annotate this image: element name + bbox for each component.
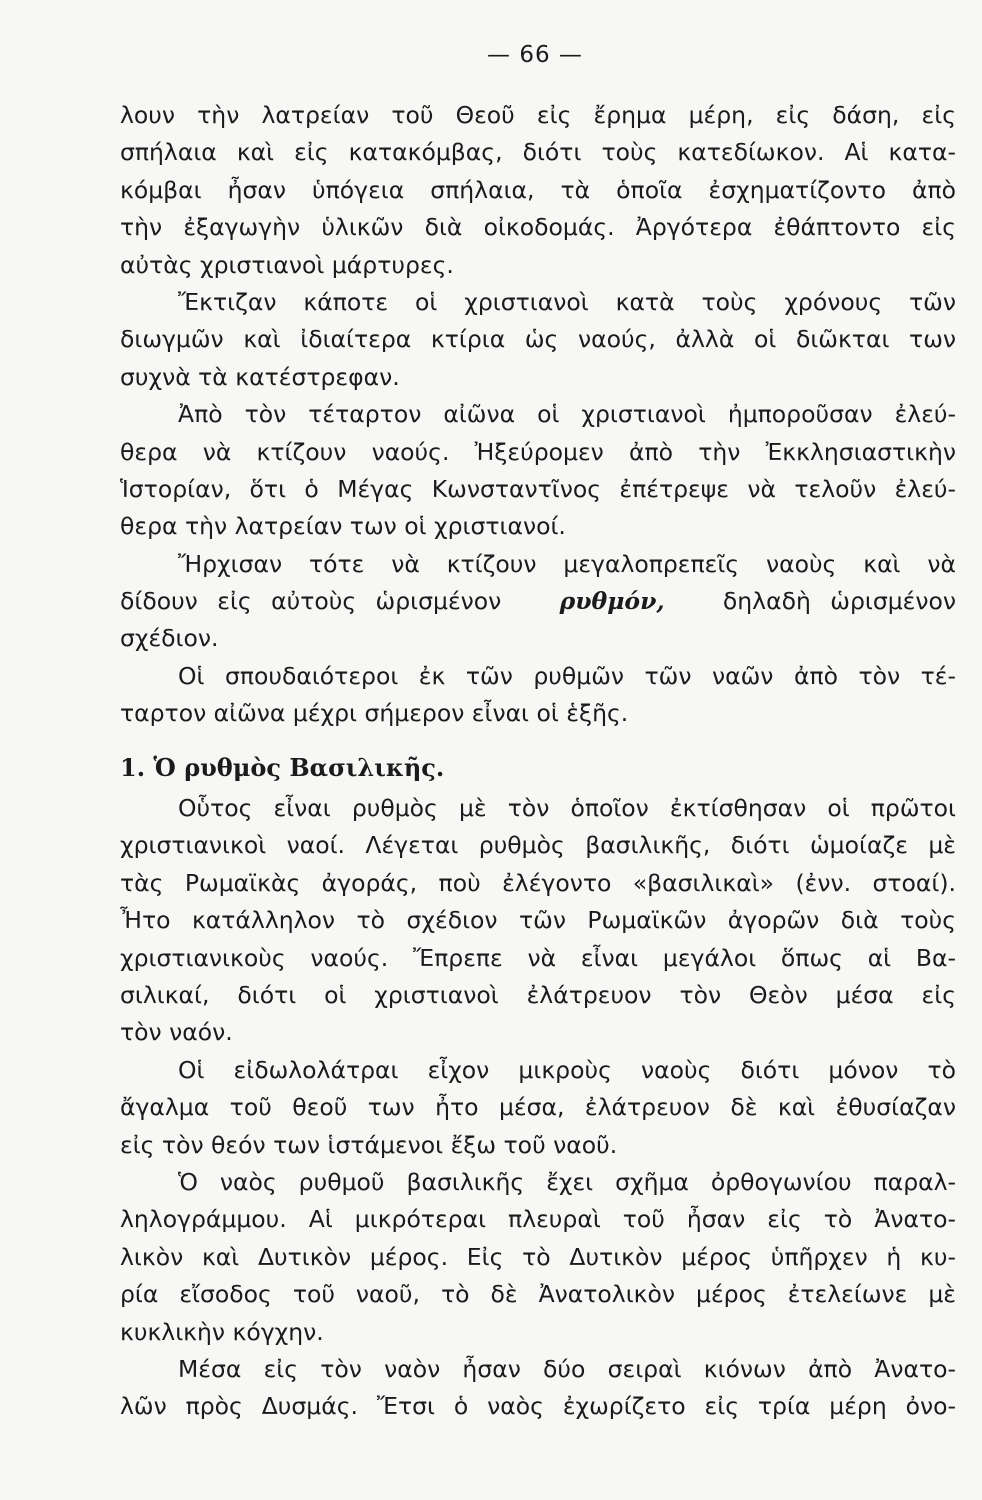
text-line: ἄγαλμα τοῦ θεοῦ των ἦτο μέσα, ἐλάτρευον δὲ καὶ ἐθυσίαζαν <box>120 1093 956 1122</box>
text-line: Ἔκτιζαν κάποτε οἱ χριστιανοὶ κατὰ τοὺς χρόνους τῶν <box>178 287 956 316</box>
text-line: Οἱ σπουδαιότεροι ἐκ τῶν ρυθμῶν τῶν ναῶν ἀπὸ τὸν τέ- <box>178 661 956 690</box>
text-line: συχνὰ τὰ κατέστρεφαν. <box>120 362 400 391</box>
text-line: χριστιανικοὶ ναοί. Λέγεται ρυθμὸς βασιλικῆς, διότι ὡμοίαζε μὲ <box>120 831 956 860</box>
text-line: Ἦτο κατάλληλον τὸ σχέδιον τῶν Ρωμαϊκῶν ἀγορῶν διὰ τοὺς <box>120 906 956 935</box>
text-line: Ἀπὸ τὸν τέταρτον αἰῶνα οἱ χριστιανοὶ ἠμποροῦσαν ἐλεύ- <box>178 400 956 429</box>
text-line: θερα τὴν λατρείαν των οἱ χριστιανοί. <box>120 512 566 541</box>
text-line: σιλικαί, διότι οἱ χριστιανοὶ ἐλάτρευον τὸν Θεὸν μέσα εἰς <box>120 980 956 1009</box>
text-line: τὴν ἐξαγωγὴν ὑλικῶν διὰ οἰκοδομάς. Ἀργότερα ἐθάπτοντο εἰς <box>120 213 956 242</box>
page-number: — 66 — <box>487 42 583 68</box>
text-line <box>120 583 956 620</box>
text-line: θερα νὰ κτίζουν ναούς. Ἠξεύρομεν ἀπὸ τὴν Ἐκκλησιαστικὴν <box>120 437 956 466</box>
text-line: ρία εἴσοδος τοῦ ναοῦ, τὸ δὲ Ἀνατολικὸν μέρος ἐτελείωνε μὲ <box>120 1280 956 1309</box>
text-fragment: δίδουν εἰς αὐτοὺς ὡρισμένον <box>120 587 502 616</box>
text-line: Μέσα εἰς τὸν ναὸν ἦσαν δύο σειραὶ κιόνων ἀπὸ Ἀνατο- <box>178 1354 956 1383</box>
section-gap <box>120 733 956 749</box>
text-line: ληλογράμμου. Αἱ μικρότεραι πλευραὶ τοῦ ἦσαν εἰς τὸ Ἀνατο- <box>120 1205 956 1234</box>
text-line: Ὁ ναὸς ρυθμοῦ βασιλικῆς ἔχει σχῆμα ὀρθογωνίου παραλ- <box>178 1167 956 1196</box>
text-line: ταρτον αἰῶνα μέχρι σήμερον εἶναι οἱ ἑξῆς. <box>120 699 629 728</box>
text-line: διωγμῶν καὶ ἰδιαίτερα κτίρια ὡς ναούς, ἀλλὰ οἱ διῶκται των <box>120 325 956 354</box>
text-line: λουν τὴν λατρείαν τοῦ Θεοῦ εἰς ἔρημα μέρη, εἰς δάση, εἰς <box>120 101 956 129</box>
section-heading: 1. Ὁ ρυθμὸς Βασιλικῆς. <box>120 752 445 782</box>
text-line: σπήλαια καὶ εἰς κατακόμβας, διότι τοὺς κατεδίωκον. Αἱ κατα- <box>120 138 956 167</box>
text-line: Ἤρχισαν τότε νὰ κτίζουν μεγαλοπρεπεῖς ναοὺς καὶ νὰ <box>178 549 956 578</box>
text-line: τὸν ναόν. <box>120 1018 233 1047</box>
text-line: χριστιανικοὺς ναούς. Ἔπρεπε νὰ εἶναι μεγάλοι ὅπως αἱ Βα- <box>120 943 956 972</box>
emphasized-term: ρυθμόν, <box>559 587 665 616</box>
text-line: εἰς τὸν θεόν των ἱστάμενοι ἔξω τοῦ ναοῦ. <box>120 1130 618 1159</box>
text-line: σχέδιον. <box>120 624 219 653</box>
text-line: Οἱ εἰδωλολάτραι εἶχον μικροὺς ναοὺς διότι μόνον τὸ <box>178 1055 956 1084</box>
text-line: κόμβαι ἦσαν ὑπόγεια σπήλαια, τὰ ὁποῖα ἐσχηματίζοντο ἀπὸ <box>120 175 956 204</box>
text-line: Οὗτος εἶναι ρυθμὸς μὲ τὸν ὁποῖον ἐκτίσθησαν οἱ πρῶτοι <box>178 794 956 823</box>
text-line: Ἱστορίαν, ὅτι ὁ Μέγας Κωνσταντῖνος ἐπέτρεψε νὰ τελοῦν ἐλεύ- <box>120 474 956 503</box>
text-line: κυκλικὴν κόγχην. <box>120 1317 324 1346</box>
text-line: τὰς Ρωμαϊκὰς ἀγοράς, ποὺ ἐλέγοντο «βασιλικαὶ» (ἐνν. στοαί). <box>120 868 956 897</box>
body-text <box>120 97 956 1426</box>
text-fragment: δηλαδὴ ὡρισμένον <box>722 587 957 616</box>
text-line: αὐτὰς χριστιανοὶ μάρτυρες. <box>120 250 454 279</box>
text-line: λῶν πρὸς Δυσμάς. Ἔτσι ὁ ναὸς ἐχωρίζετο εἰς τρία μέρη ὀνο- <box>120 1392 956 1421</box>
text-line: λικὸν καὶ Δυτικὸν μέρος. Εἰς τὸ Δυτικὸν μέρος ὑπῆρχεν ἡ κυ- <box>120 1242 956 1271</box>
